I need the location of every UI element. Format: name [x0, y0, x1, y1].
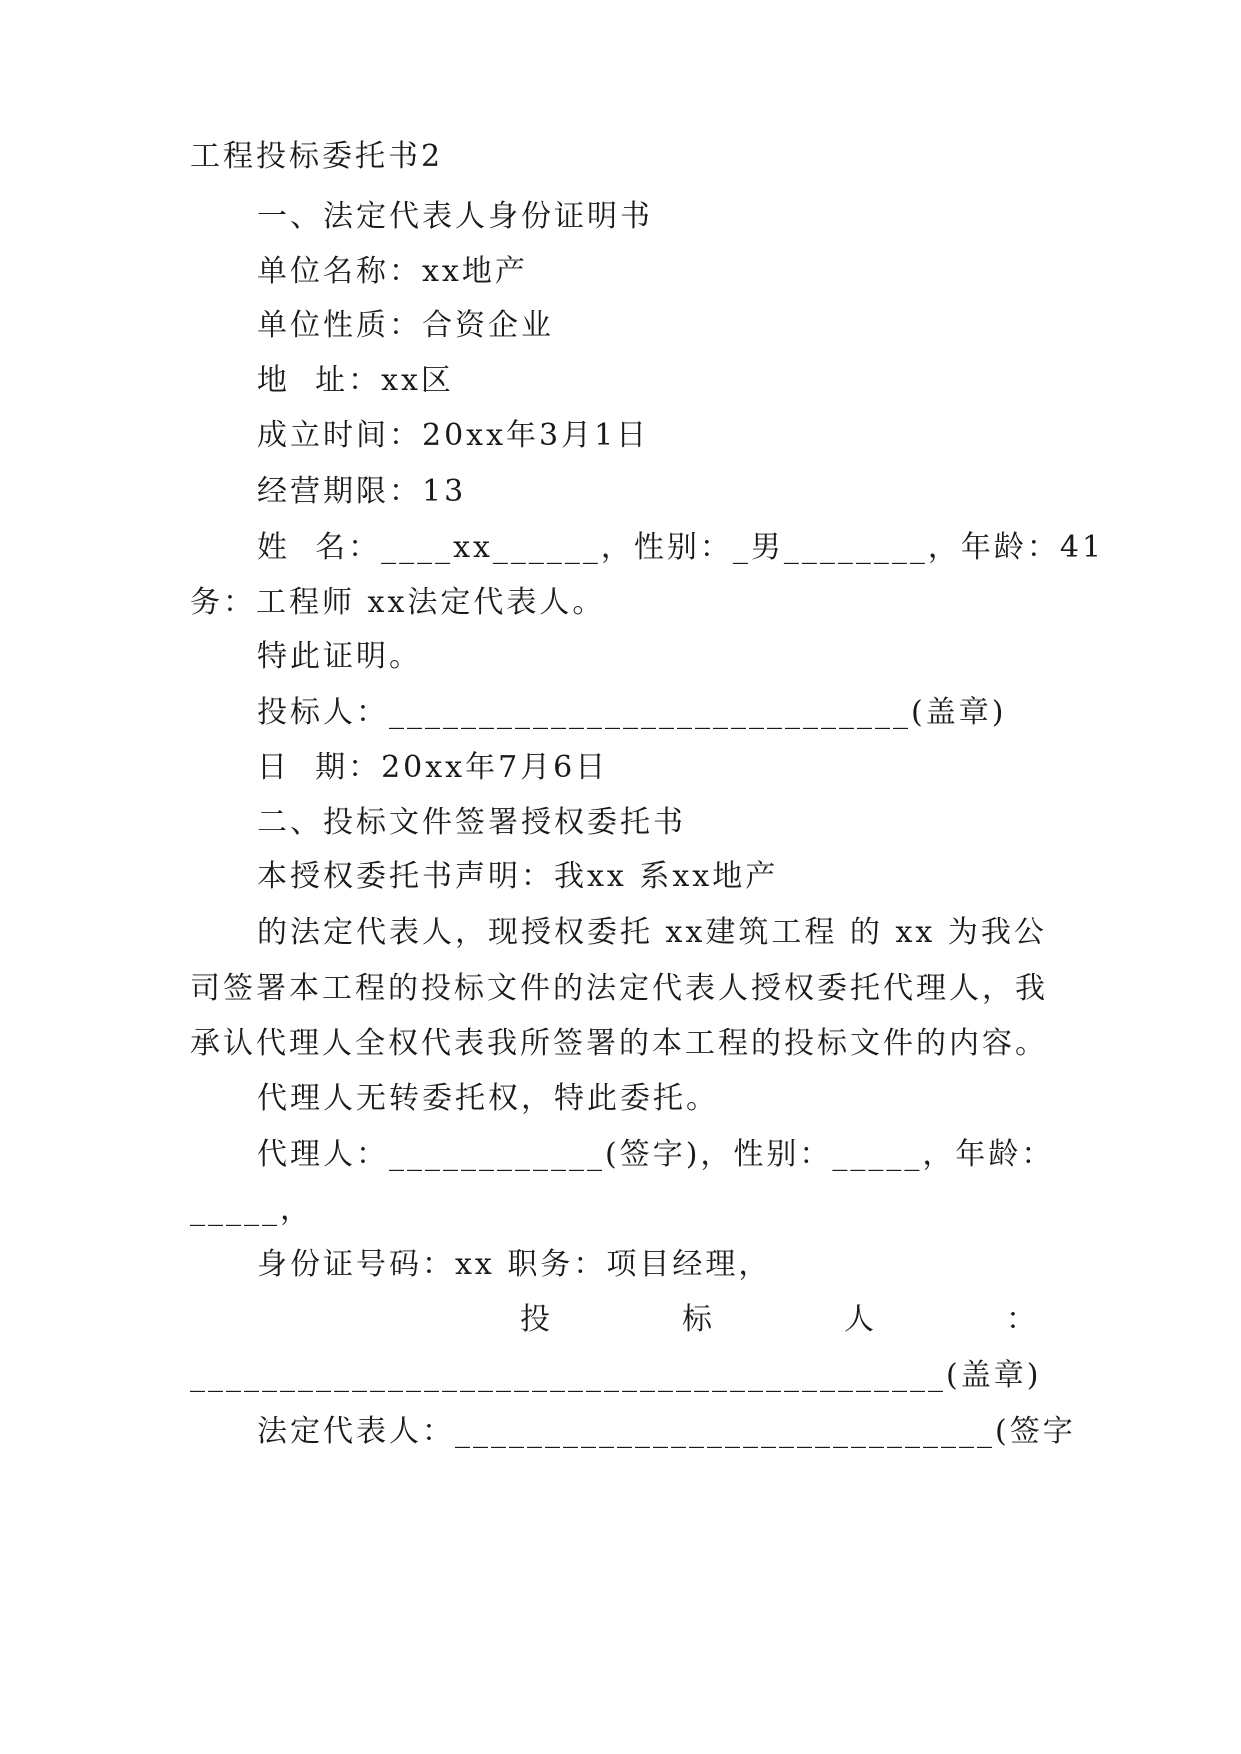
certify-text: 特此证明。 — [257, 639, 422, 674]
date-field: 日 期：20xx年7月6日 — [257, 750, 609, 785]
section-heading-legal-rep: 一、法定代表人身份证明书 — [257, 199, 653, 234]
established-field: 成立时间：20xx年3月1日 — [257, 418, 650, 453]
bidder-seal-line-2: __________________________________________(盖章) — [190, 1358, 1042, 1393]
paragraph-line-2: 司签署本工程的投标文件的法定代表人授权委托代理人，我 — [190, 971, 1048, 1006]
legal-rep-signature-line: 法定代表人：______________________________(签字 — [257, 1414, 1076, 1449]
paragraph-line-3: 承认代理人全权代表我所签署的本工程的投标文件的内容。 — [190, 1026, 1048, 1061]
document-title: 工程投标委托书2 — [190, 139, 444, 174]
term-field: 经营期限：13 — [257, 474, 467, 509]
statement-line: 本授权委托书声明：我xx 系xx地产 — [257, 859, 779, 894]
bidder-char-3: 人 — [844, 1302, 874, 1337]
name-gender-age-line: 姓 名：____xx______，性别：_男________，年龄：41 — [257, 530, 1105, 565]
bidder-spread-label — [520, 1300, 1036, 1340]
bidder-char-4: ： — [1006, 1302, 1036, 1337]
bidder-seal-line: 投标人：_____________________________(盖章) — [257, 695, 1007, 730]
duty-line: 务：工程师 xx法定代表人。 — [190, 585, 606, 620]
section-heading-authorization: 二、投标文件签署授权委托书 — [257, 805, 686, 840]
agent-line: 代理人：____________(签字)，性别：_____，年龄： — [257, 1137, 1055, 1172]
paragraph-line-1: 的法定代表人，现授权委托 xx建筑工程 的 xx 为我公 — [257, 915, 1047, 950]
no-transfer-text: 代理人无转委托权，特此委托。 — [257, 1081, 719, 1116]
address-field: 地 址：xx区 — [257, 363, 454, 398]
agent-line-continued: _____， — [190, 1192, 313, 1227]
bidder-char-2: 标 — [682, 1302, 712, 1337]
id-duty-line: 身份证号码：xx 职务：项目经理， — [257, 1247, 772, 1282]
unit-name-field: 单位名称：xx地产 — [257, 254, 528, 289]
bidder-char-1: 投 — [520, 1302, 550, 1337]
unit-nature-field: 单位性质：合资企业 — [257, 308, 554, 343]
